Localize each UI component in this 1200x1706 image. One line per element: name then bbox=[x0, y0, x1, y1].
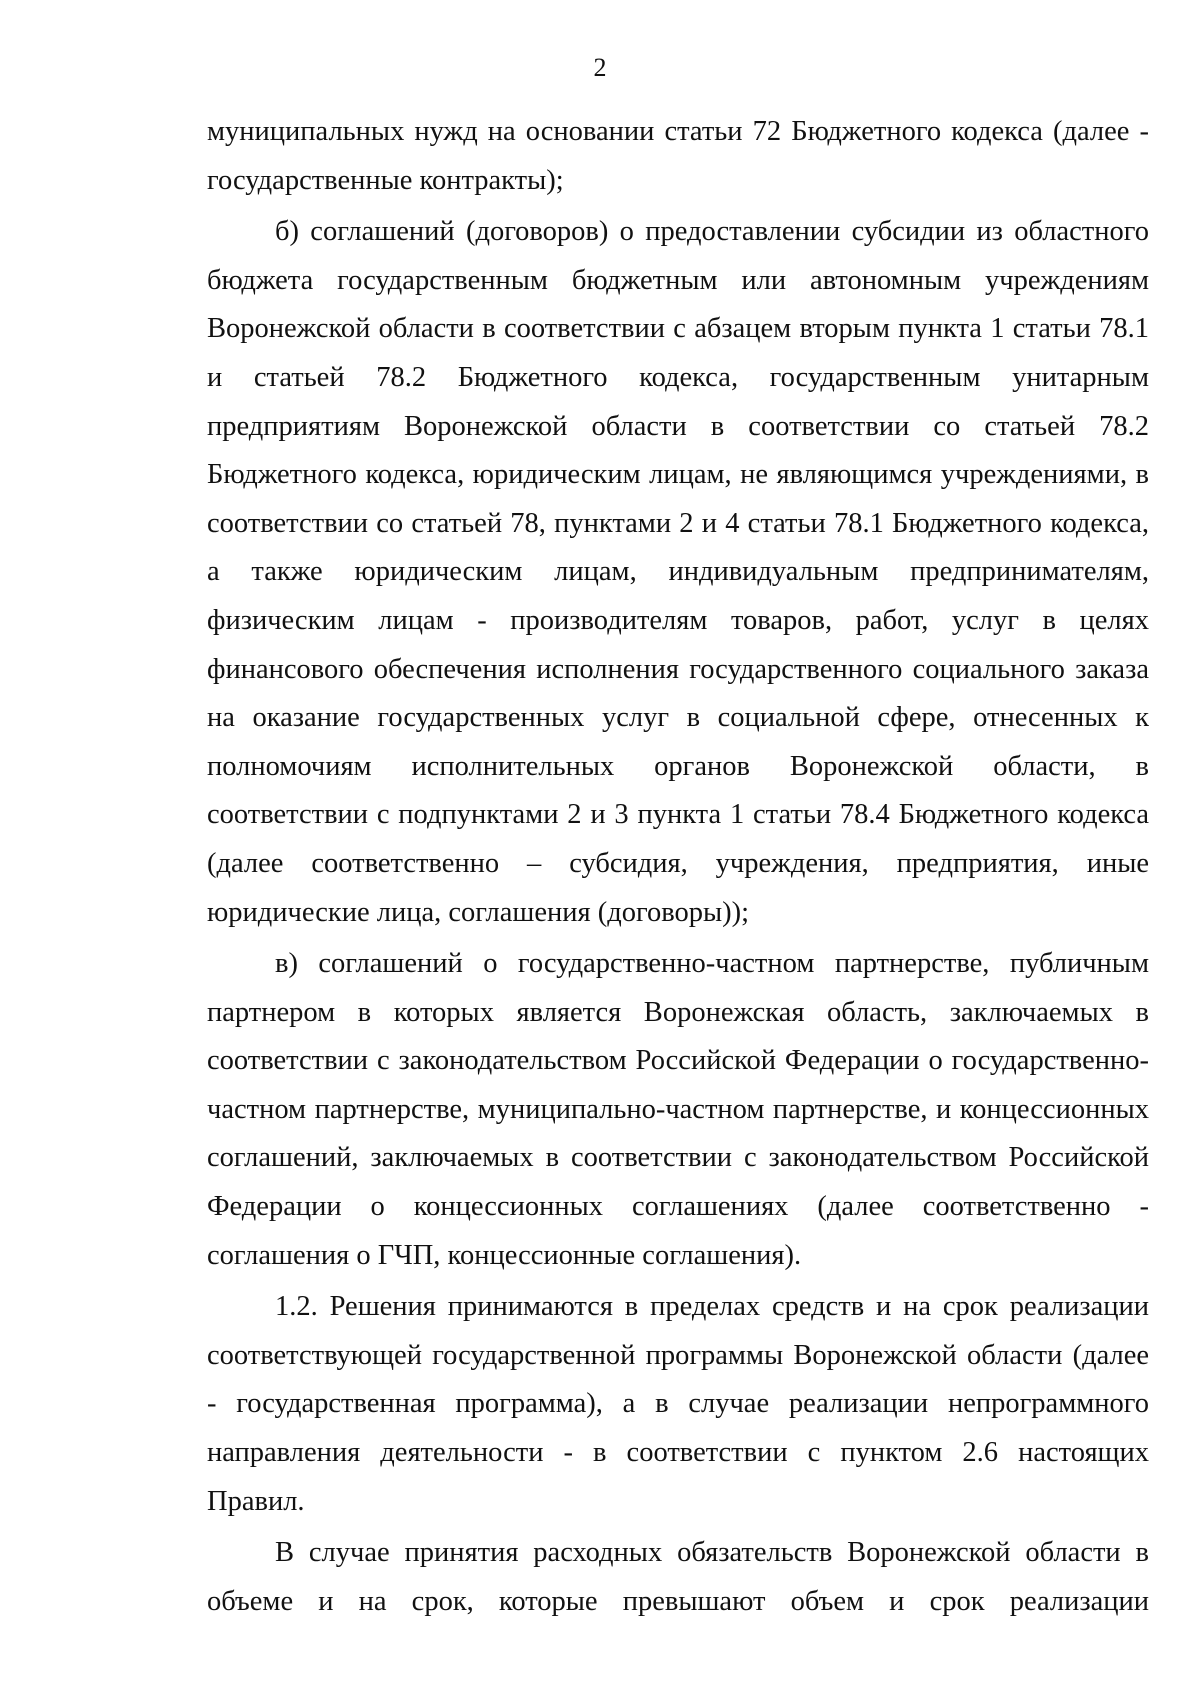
paragraph-subitem-b: б) соглашений (договоров) о предоставлении субсидии из областного бюджета государственным бюджетным или автономным учреждениям Воронежской области в соответствии с абзацем вторым пункта 1 статьи 78.1 и статьей 78.2 Бюджетного кодекса, государственным унитарным предприятиям Воронежской области в соответствии со статьей 78.2 Бюджетного кодекса, юридическим лицам, не являющимся учреждениями, в соответствии со статьей 78, пунктами 2 и 4 статьи 78.1 Бюджетного кодекса, а также юридическим лицам, индивидуальным предпринимателям, физическим лицам - производителям товаров, работ, услуг в целях финансового обеспечения исполнения государственного социального заказа на оказание государственных услуг в социальной сфере, отнесенных к полномочиям исполнительных органов Воронежской области, в соответствии с подпунктами 2 и 3 пункта 1 статьи 78.4 Бюджетного кодекса (далее соответственно – субсидия, учреждения, предприятия, иные юридические лица, соглашения (договоры)); bbox=[207, 216, 1149, 928]
paragraph-subitem-v: в) соглашений о государственно-частном партнерстве, публичным партнером в которых является Воронежская область, заключаемых в соответствии с законодательством Российской Федерации о государственно-частном партнерстве, муниципально-частном партнерстве, и концессионных соглашений, заключаемых в соответствии с законодательством Российской Федерации о концессионных соглашениях (далее соответственно - соглашения о ГЧП, концессионные соглашения). bbox=[207, 948, 1149, 1271]
paragraph-continued: муниципальных нужд на основании статьи 72 Бюджетного кодекса (далее - государственные контракты); bbox=[207, 116, 1149, 196]
paragraph-expenditure-obligations: В случае принятия расходных обязательств Воронежской области в объеме и на срок, которые превышают объем и срок реализации bbox=[207, 1537, 1149, 1617]
page-number: 2 bbox=[593, 53, 607, 82]
document-body bbox=[207, 108, 1149, 1626]
paragraph-clause-1-2: 1.2. Решения принимаются в пределах средств и на срок реализации соответствующей государственной программы Воронежской области (далее - государственная программа), а в случае реализации непрограммного направления деятельности - в соответствии с пунктом 2.6 настоящих Правил. bbox=[207, 1291, 1149, 1517]
